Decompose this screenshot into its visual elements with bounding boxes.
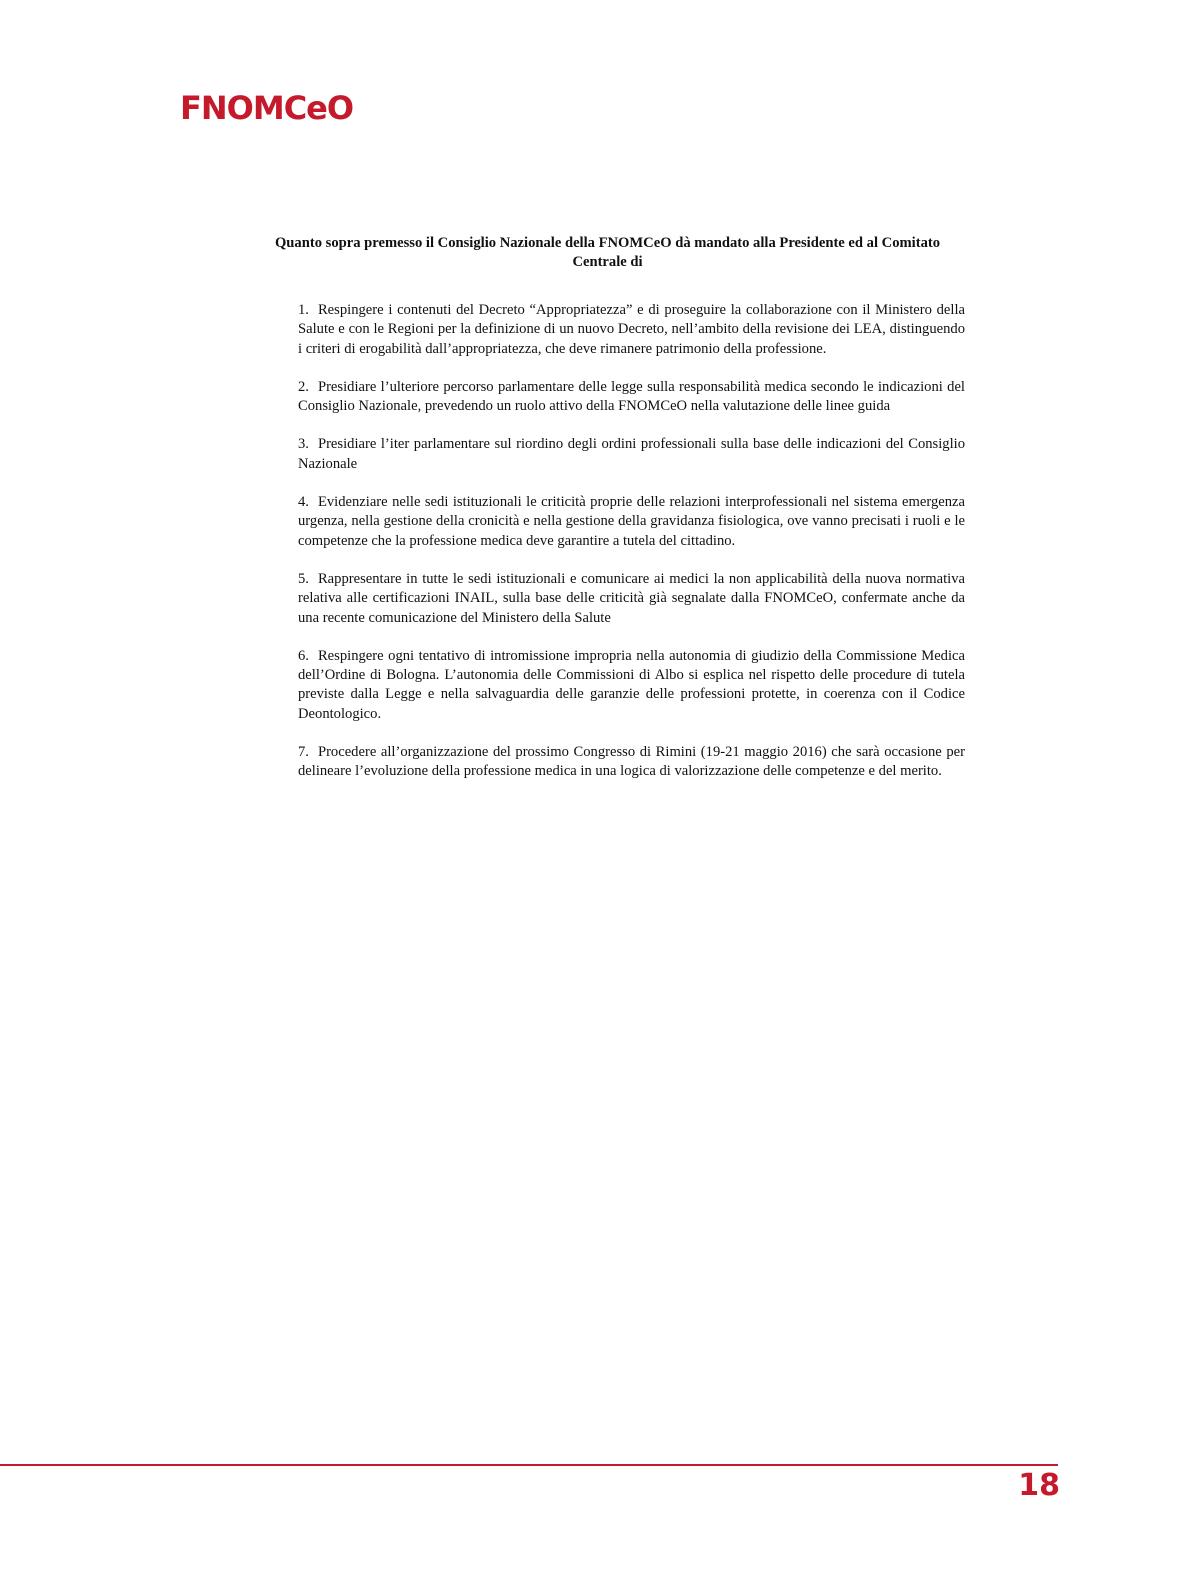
page-number: 18 (1018, 1468, 1060, 1503)
item-text: Rappresentare in tutte le sedi istituzionali e comunicare ai medici la non applicabilità della nuova normativa relativa alle certificazioni INAIL, sulla base delle criticità già segnalate dalla FNOMCeO, confermate anche da una recente comunicazione del Ministero della Salute (298, 570, 965, 626)
list-item (298, 435, 965, 474)
fnomceo-logo: FNOMCeO (180, 89, 354, 127)
item-text: Respingere i contenuti del Decreto “Appropriatezza” e di proseguire la collaborazione con il Ministero della Salute e con le Regioni per la definizione di un nuovo Decreto, nell’ambito della revisione dei LEA, distinguendo i criteri di erogabilità dall’appropriatezza, che deve rimanere patrimonio della professione. (298, 302, 965, 357)
footer-divider (0, 1464, 1058, 1466)
list-item (298, 743, 965, 782)
item-number: 4. (298, 494, 309, 511)
item-number: 1. (298, 302, 309, 318)
item-text: Presidiare l’iter parlamentare sul riordino degli ordini professionali sulla base delle indicazioni del Consiglio Nazionale (298, 436, 965, 472)
item-text: Presidiare l’ulteriore percorso parlamentare delle legge sulla responsabilità medica secondo le indicazioni del Consiglio Nazionale, prevedendo un ruolo attivo della FNOMCeO nella valutazione delle linee guida (298, 378, 965, 415)
item-number: 5. (298, 570, 309, 587)
item-number: 6. (298, 647, 309, 664)
mandate-list (250, 301, 965, 782)
list-item (298, 647, 965, 724)
item-text: Respingere ogni tentativo di intromissione impropria nella autonomia di giudizio della Commissione Medica dell’Ordine di Bologna. L’autonomia delle Commissioni di Albo si esplica nel rispetto delle procedure di tutela previste dalla Legge e nella salvaguardia delle garanzie delle professioni protette, in coerenza con il Codice Deontologico. (298, 647, 965, 722)
item-number: 2. (298, 378, 309, 395)
document-body (250, 234, 965, 801)
item-number: 7. (298, 744, 309, 761)
list-item (298, 301, 965, 359)
list-item (298, 493, 965, 551)
list-item (298, 570, 965, 628)
document-heading: Quanto sopra premesso il Consiglio Nazionale della FNOMCeO dà mandato alla Presidente ed al Comitato Centrale di (274, 235, 941, 270)
item-text: Evidenziare nelle sedi istituzionali le criticità proprie delle relazioni interprofessionali nel sistema emergenza urgenza, nella gestione della cronicità e nella gestione della gravidanza fisiologica, ove vanno precisati i ruoli e le competenze che la professione medica deve garantire a tutela del cittadino. (298, 494, 965, 549)
item-text: Procedere all’organizzazione del prossimo Congresso di Rimini (19-21 maggio 2016) che sarà occasione per delineare l’evoluzione della professione medica in una logica di valorizzazione delle competenze e del merito. (298, 744, 965, 780)
item-number: 3. (298, 436, 309, 453)
list-item (298, 378, 965, 417)
